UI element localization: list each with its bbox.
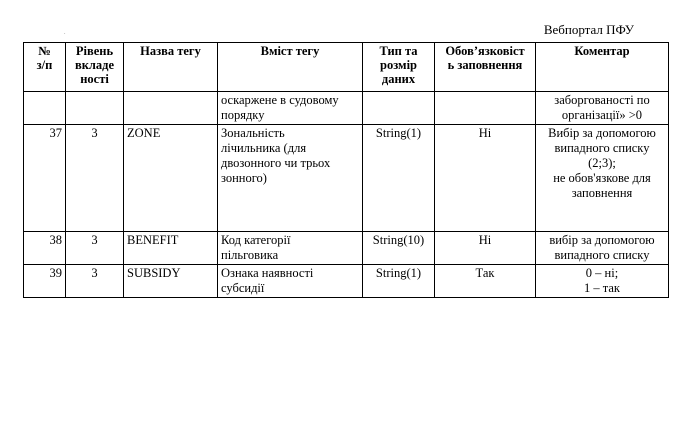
table-row-continuation (24, 92, 669, 125)
cell-type: String(1) (363, 265, 435, 298)
cell-type (363, 92, 435, 125)
col-header-tag-name: Назва тегу (124, 43, 218, 92)
cell-type: String(10) (363, 232, 435, 265)
cell-level: 3 (66, 125, 124, 232)
cell-content: Зональність лічильника (для двозонного чи трьох зонного) (218, 125, 363, 232)
col-header-type: Тип та розмір даних (363, 43, 435, 92)
page-header: Вебпортал ПФУ (543, 22, 634, 37)
col-header-tag-content: Вміст тегу (218, 43, 363, 92)
scan-dot: . (64, 30, 66, 36)
cell-tag: SUBSIDY (124, 265, 218, 298)
cell-required (435, 92, 536, 125)
cell-level (66, 92, 124, 125)
cell-tag (124, 92, 218, 125)
cell-content: Ознака наявності субсидії (218, 265, 363, 298)
table-row (24, 125, 669, 232)
cell-num: 38 (24, 232, 66, 265)
table-row (24, 265, 669, 298)
cell-comment: заборгованості по організації» >0 (536, 92, 669, 125)
cell-tag: BENEFIT (124, 232, 218, 265)
cell-content: Код категорії пільговика (218, 232, 363, 265)
tag-spec-table (23, 42, 669, 298)
col-header-num: № з/п (24, 43, 66, 92)
cell-required: Ні (435, 125, 536, 232)
cell-num (24, 92, 66, 125)
cell-num: 39 (24, 265, 66, 298)
cell-num: 37 (24, 125, 66, 232)
table-row (24, 232, 669, 265)
col-header-required: Обов’язковіст ь заповнення (435, 43, 536, 92)
cell-comment: Вибір за допомогою випадного списку (2;3); не обов'язкове для заповнення (536, 125, 669, 232)
table-header-row (24, 43, 669, 92)
cell-tag: ZONE (124, 125, 218, 232)
cell-required: Так (435, 265, 536, 298)
cell-comment: вибір за допомогою випадного списку (536, 232, 669, 265)
cell-level: 3 (66, 232, 124, 265)
col-header-level: Рівень вкладе ності (66, 43, 124, 92)
cell-required: Ні (435, 232, 536, 265)
col-header-comment: Коментар (536, 43, 669, 92)
cell-type: String(1) (363, 125, 435, 232)
cell-level: 3 (66, 265, 124, 298)
cell-content: оскаржене в судовому порядку (218, 92, 363, 125)
cell-comment: 0 – ні; 1 – так (536, 265, 669, 298)
